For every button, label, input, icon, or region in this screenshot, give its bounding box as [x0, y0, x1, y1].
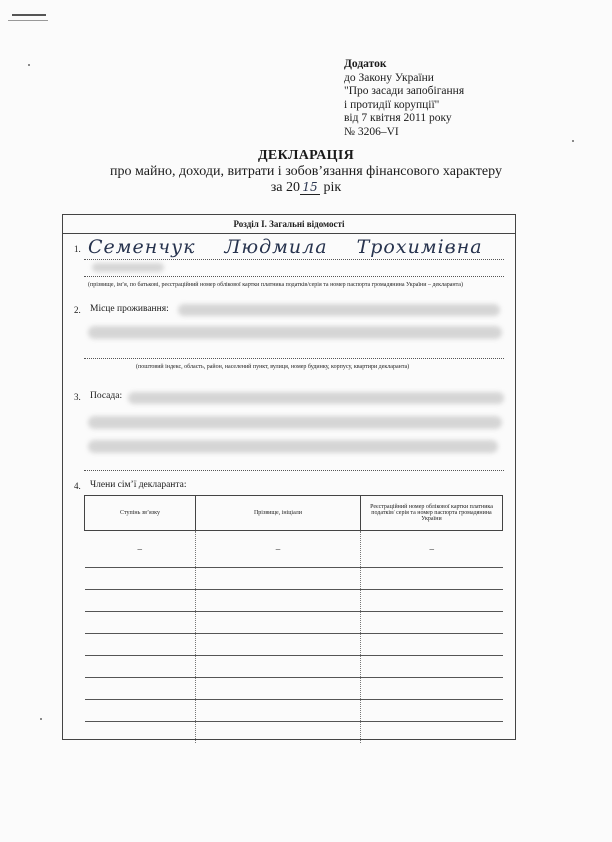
- table-cell: [361, 722, 503, 744]
- table-row: [85, 722, 503, 744]
- redacted-area: [88, 440, 498, 453]
- family-members-label: Члени сім’ї декларанта:: [90, 480, 187, 490]
- table-cell: [85, 656, 196, 678]
- table-cell: [361, 590, 503, 612]
- table-cell: –: [85, 531, 196, 568]
- table-cell: [85, 568, 196, 590]
- table-cell: –: [196, 531, 361, 568]
- annex-block: [344, 58, 464, 140]
- item-number: 4.: [74, 481, 81, 491]
- table-cell: [85, 678, 196, 700]
- redacted-area: [88, 326, 502, 339]
- table-row: [85, 590, 503, 612]
- fill-line: [84, 470, 504, 471]
- table-cell: [85, 700, 196, 722]
- scan-speck: [28, 64, 30, 66]
- column-header: Реєстраційний номер облікової картки платника податків/ серія та номер паспорта громадянина України: [361, 496, 503, 531]
- item-number: 1.: [74, 244, 81, 254]
- column-header: Ступінь зв’язку: [85, 496, 196, 531]
- fill-line: [84, 259, 504, 260]
- column-header: Прізвище, ініціали: [196, 496, 361, 531]
- corner-mark: [12, 14, 46, 16]
- table-row: [85, 700, 503, 722]
- position-label: Посада:: [90, 391, 123, 401]
- redacted-area: [88, 416, 502, 429]
- table-cell: [361, 612, 503, 634]
- redacted-area: [128, 392, 504, 404]
- year-prefix: за 20: [270, 180, 301, 195]
- annex-line: і протидії корупції": [344, 98, 440, 111]
- table-cell: [85, 634, 196, 656]
- annex-line: від 7 квітня 2011 року: [344, 112, 452, 125]
- table-cell: [196, 700, 361, 722]
- annex-line: до Закону України: [344, 71, 434, 84]
- table-cell: [85, 722, 196, 744]
- item1-caption: (прізвище, ім’я, по батькові, реєстраційний номер облікової картки платника податків/серія та номер паспорта громадянина України – декларанта): [88, 282, 463, 288]
- table-row: [85, 612, 503, 634]
- annex-title: Додаток: [344, 58, 387, 70]
- annex-line: № 3206–VI: [344, 125, 399, 138]
- declaration-subtitle: про майно, доходи, витрати і зобов’язання фінансового характеру: [110, 164, 502, 179]
- redacted-area: [178, 304, 500, 316]
- item-number: 3.: [74, 392, 81, 402]
- table-row: [85, 634, 503, 656]
- declaration-title: ДЕКЛАРАЦІЯ: [258, 148, 354, 163]
- table-cell: [196, 722, 361, 744]
- family-members-table: [84, 495, 503, 743]
- table-cell: [196, 568, 361, 590]
- declaration-year-line: [0, 180, 612, 196]
- table-row: [85, 568, 503, 590]
- corner-mark: [8, 20, 48, 21]
- item-number: 2.: [74, 305, 81, 315]
- table-cell: [361, 656, 503, 678]
- section-title: Розділ І. Загальні відомості: [62, 214, 516, 234]
- table-cell: [196, 612, 361, 634]
- table-cell: [196, 656, 361, 678]
- table-cell: –: [361, 531, 503, 568]
- fill-line: [84, 276, 504, 277]
- table-cell: [196, 678, 361, 700]
- fill-line: [84, 358, 504, 359]
- item2-caption: (поштовий індекс, область, район, населений пункт, вулиця, номер будинку, корпусу, квартири декларанта): [136, 364, 410, 370]
- table-row: [85, 531, 503, 568]
- table-cell: [85, 612, 196, 634]
- table-cell: [361, 634, 503, 656]
- handwritten-year: 15: [300, 180, 320, 195]
- table-cell: [361, 678, 503, 700]
- redacted-area: [92, 263, 164, 272]
- table-row: [85, 656, 503, 678]
- handwritten-name: Семенчук Людмила Трохимівна: [88, 236, 483, 258]
- table-cell: [85, 590, 196, 612]
- year-suffix: рік: [323, 180, 342, 195]
- table-cell: [361, 700, 503, 722]
- table-cell: [196, 634, 361, 656]
- table-cell: [361, 568, 503, 590]
- scan-speck: [572, 140, 574, 142]
- residence-label: Місце проживання:: [90, 304, 169, 314]
- scan-speck: [40, 718, 42, 720]
- table-row: [85, 678, 503, 700]
- table-cell: [196, 590, 361, 612]
- annex-line: "Про засади запобігання: [344, 85, 465, 98]
